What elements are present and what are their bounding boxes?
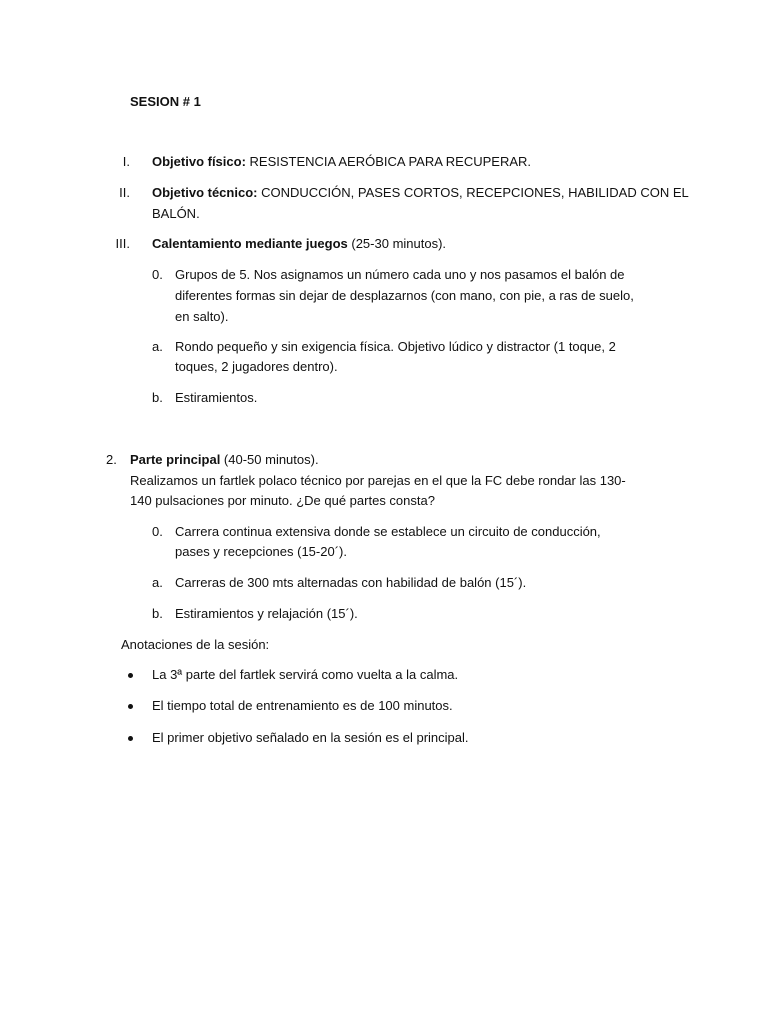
list-item-marker: a. <box>152 339 163 354</box>
list-item-marker: 0. <box>152 524 163 539</box>
main-part-marker: 2. <box>106 452 117 467</box>
objective-marker: III. <box>115 236 130 251</box>
list-item-marker: a. <box>152 575 163 590</box>
list-item-line: Estiramientos. <box>175 390 258 405</box>
objective-text-continued: BALÓN. <box>152 206 200 221</box>
objective-label: Calentamiento mediante juegos <box>152 236 348 251</box>
list-item-line: Estiramientos y relajación (15´). <box>175 606 358 621</box>
bullet-icon <box>128 704 133 709</box>
list-item-line: toques, 2 jugadores dentro). <box>175 359 338 374</box>
list-item-line: Rondo pequeño y sin exigencia física. Objetivo lúdico y distractor (1 toque, 2 <box>175 339 616 354</box>
note-item: La 3ª parte del fartlek servirá como vuelta a la calma. <box>152 667 459 682</box>
main-part-label: Parte principal <box>130 452 221 467</box>
list-item-line: Carreras de 300 mts alternadas con habilidad de balón (15´). <box>175 575 527 590</box>
main-part-duration: (40-50 minutos). <box>220 452 319 467</box>
objective-marker: I. <box>122 154 130 169</box>
list-item-marker: b. <box>152 606 163 621</box>
notes-heading: Anotaciones de la sesión: <box>121 637 270 652</box>
objective-text: (25-30 minutos). <box>347 236 447 251</box>
objective-text: CONDUCCIÓN, PASES CORTOS, RECEPCIONES, HABILIDAD CON EL <box>257 185 689 200</box>
list-item-line: en salto). <box>175 309 229 324</box>
objective-physical <box>152 152 531 172</box>
objective-marker: II. <box>119 185 130 200</box>
list-item-line: diferentes formas sin dejar de desplazarnos (con mano, con pie, a ras de suelo, <box>175 288 634 303</box>
session-title: SESION # 1 <box>130 94 201 109</box>
objective-technical <box>152 183 689 203</box>
main-part-description: Realizamos un fartlek polaco técnico por parejas en el que la FC debe rondar las 130- <box>130 473 626 488</box>
list-item-line: Grupos de 5. Nos asignamos un número cada uno y nos pasamos el balón de <box>175 267 625 282</box>
note-item: El primer objetivo señalado en la sesión es el principal. <box>152 730 469 745</box>
list-item-marker: b. <box>152 390 163 405</box>
bullet-icon <box>128 736 133 741</box>
objective-label: Objetivo físico: <box>152 154 246 169</box>
list-item-marker: 0. <box>152 267 163 282</box>
main-part-heading <box>130 450 319 470</box>
note-item: El tiempo total de entrenamiento es de 100 minutos. <box>152 698 453 713</box>
list-item-line: Carrera continua extensiva donde se establece un circuito de conducción, <box>175 524 601 539</box>
objective-label: Objetivo técnico: <box>152 185 258 200</box>
objective-warmup <box>152 234 446 254</box>
bullet-icon <box>128 673 133 678</box>
main-part-description: 140 pulsaciones por minuto. ¿De qué partes consta? <box>130 493 435 508</box>
list-item-line: pases y recepciones (15-20´). <box>175 544 347 559</box>
objective-text: RESISTENCIA AERÓBICA PARA RECUPERAR. <box>245 154 532 169</box>
